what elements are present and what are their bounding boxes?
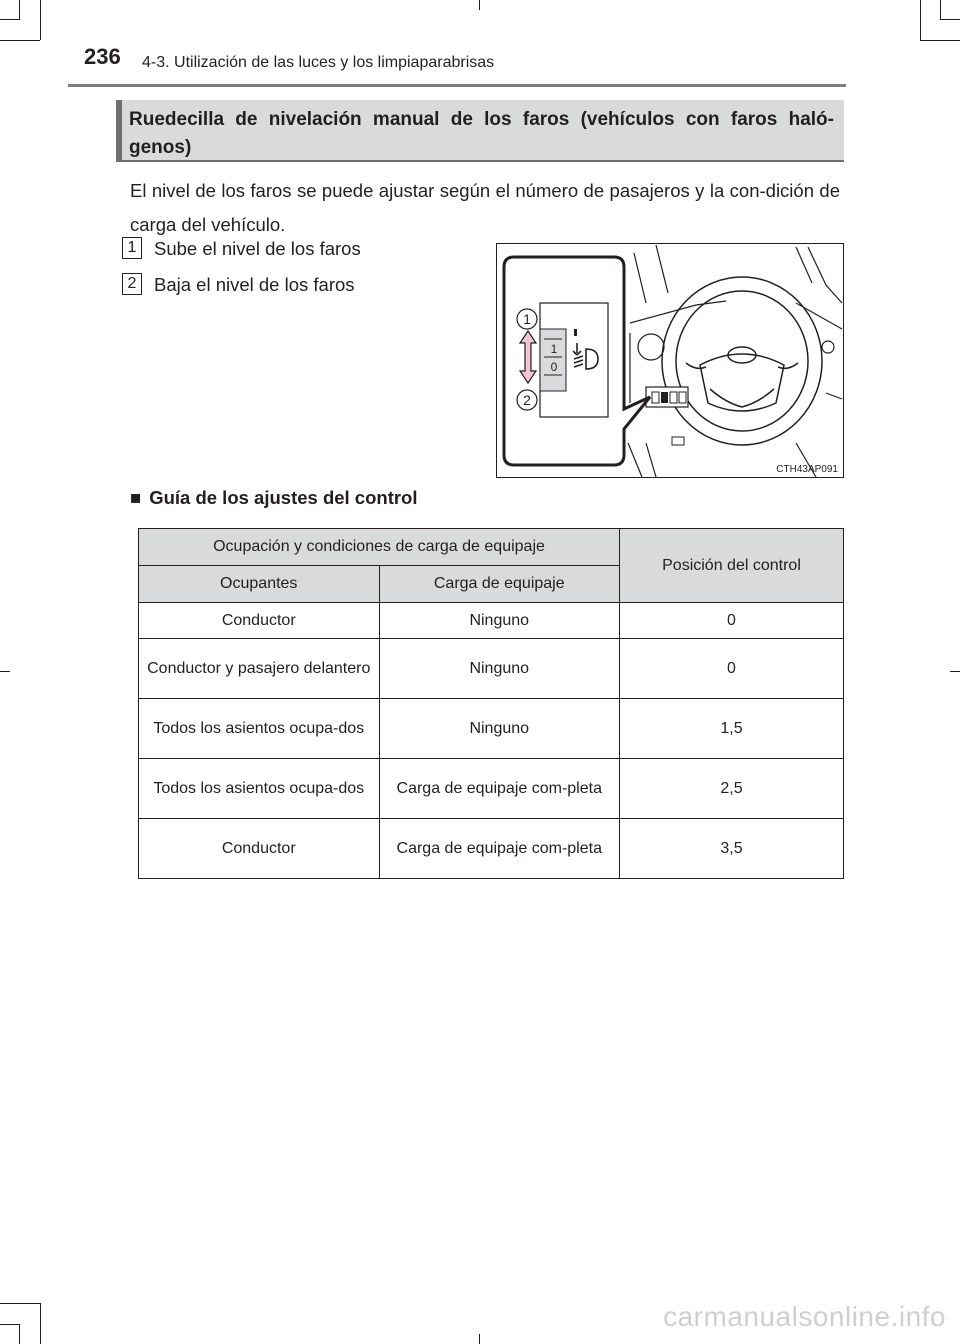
cell-occupants: Conductor [139, 603, 380, 639]
crop-mark [19, 0, 20, 20]
cell-position: 0 [620, 603, 844, 639]
guide-heading-text: Guía de los ajustes del control [149, 487, 418, 508]
guide-heading [130, 487, 418, 509]
crop-mark [940, 0, 941, 20]
heading-bar [116, 100, 122, 160]
header-occupants: Ocupantes [139, 566, 380, 603]
control-settings-table [138, 528, 844, 879]
page-number: 236 [84, 44, 121, 69]
header-rule [68, 84, 846, 87]
header-luggage: Carga de equipaje [379, 566, 620, 603]
square-bullet-icon: ■ [130, 487, 142, 508]
cell-occupants: Todos los asientos ocupa-dos [139, 759, 380, 819]
cell-occupants: Conductor [139, 819, 380, 879]
cell-luggage: Ninguno [379, 603, 620, 639]
table-row [139, 819, 844, 879]
cell-luggage: Carga de equipaje com-pleta [379, 759, 620, 819]
cell-position: 3,5 [620, 819, 844, 879]
crop-mark [0, 671, 10, 672]
callout-item-lower [122, 273, 355, 297]
cell-luggage: Ninguno [379, 699, 620, 759]
crop-mark [479, 0, 480, 10]
dial-mark-top: 1 [550, 342, 558, 356]
illustration-callout-1: 1 [523, 311, 531, 327]
cell-luggage: Ninguno [379, 639, 620, 699]
table-row [139, 603, 844, 639]
header-control-position: Posición del control [620, 529, 844, 603]
illustration-code: CTH43AP091 [776, 464, 838, 475]
cell-occupants: Todos los asientos ocupa-dos [139, 699, 380, 759]
crop-mark [920, 40, 960, 41]
crop-mark [920, 0, 921, 40]
cell-occupants: Conductor y pasajero delantero [139, 639, 380, 699]
callout-item-raise [122, 237, 361, 261]
section-heading: Ruedecilla de nivelación manual de los faros (vehículos con faros haló-genos) [129, 109, 834, 158]
crop-mark [0, 1324, 20, 1325]
crop-mark [940, 19, 960, 20]
header-group-occupancy: Ocupación y condiciones de carga de equipaje [139, 529, 620, 566]
watermark: carmanualsonline.info [663, 1301, 946, 1332]
crop-mark [0, 1303, 40, 1304]
section-heading-box [116, 100, 844, 162]
cell-position: 0 [620, 639, 844, 699]
cell-luggage: Carga de equipaje com-pleta [379, 819, 620, 879]
crop-mark [40, 0, 41, 40]
table-row [139, 639, 844, 699]
cell-position: 1,5 [620, 699, 844, 759]
crop-mark [950, 671, 960, 672]
illustration-callout-2: 2 [523, 392, 531, 408]
callout-number: 1 [122, 237, 142, 259]
dial-mark-bottom: 0 [550, 360, 558, 374]
table-row [139, 759, 844, 819]
crop-mark [0, 40, 40, 41]
crop-mark [40, 1303, 41, 1344]
table-row [139, 699, 844, 759]
leveling-dial-illustration [496, 243, 844, 478]
crop-mark [19, 1324, 20, 1344]
table-header-row [139, 529, 844, 566]
running-title: 4-3. Utilización de las luces y los limpiaparabrisas [142, 54, 495, 71]
callout-number: 2 [122, 273, 142, 295]
crop-mark [479, 1334, 480, 1344]
cell-position: 2,5 [620, 759, 844, 819]
intro-paragraph: El nivel de los faros se puede ajustar según el número de pasajeros y la con-dición de carga del vehículo. [130, 180, 840, 235]
callout-text: Sube el nivel de los faros [154, 238, 361, 259]
crop-mark [0, 19, 20, 20]
callout-text: Baja el nivel de los faros [154, 274, 355, 295]
